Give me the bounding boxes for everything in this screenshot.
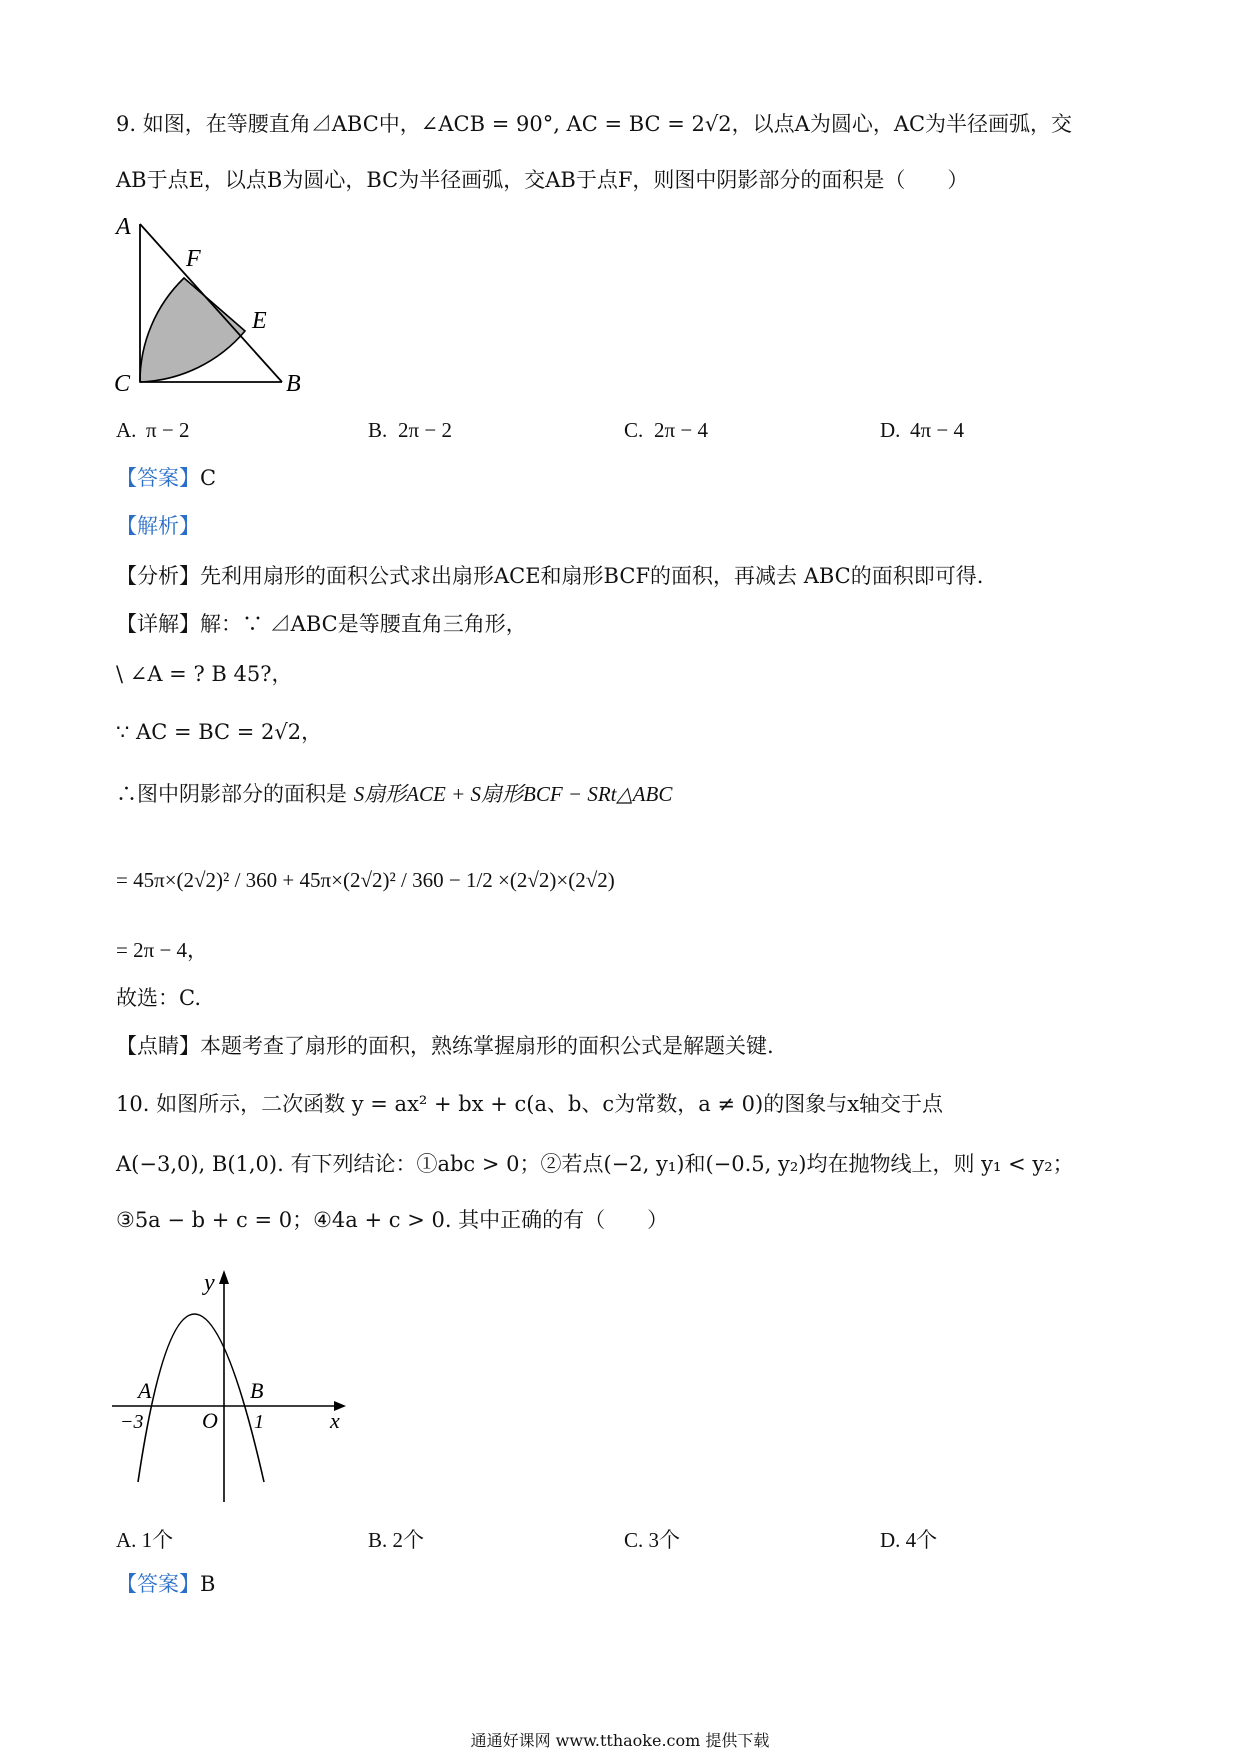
- shaded-region: [140, 278, 245, 382]
- q9-calc-line1: = 45π×(2√2)² / 360 + 45π×(2√2)² / 360 − 1/2 ×(2√2)×(2√2): [116, 868, 615, 892]
- x-label: x: [330, 1408, 340, 1433]
- parabola-curve: [138, 1314, 264, 1482]
- label-f: F: [186, 246, 201, 272]
- q9-analysis-tag: 【解析】: [116, 514, 200, 538]
- q10-option-d[interactable]: D. 4个: [880, 1528, 938, 1552]
- q10-option-c[interactable]: C. 3个: [624, 1528, 681, 1552]
- q9-option-a[interactable]: A. π − 2: [116, 418, 190, 442]
- label-e: E: [252, 308, 267, 334]
- q10-stem-line2: A(−3,0), B(1,0). 有下列结论：①abc > 0；②若点(−2, y₁)和(−0.5, y₂)均在抛物线上，则 y₁ < y₂；: [116, 1152, 1074, 1176]
- q9-fenxi: 【分析】先利用扇形的面积公式求出扇形ACE和扇形BCF的面积，再减去 ABC的面积即可得.: [116, 564, 984, 588]
- label-a: A: [116, 214, 131, 240]
- q9-stem-line2: AB于点E，以点B为圆心，BC为半径画弧，交AB于点F，则图中阴影部分的面积是（ ）: [116, 168, 969, 192]
- label-c: C: [114, 371, 131, 397]
- q10-answer: 【答案】B: [116, 1572, 216, 1596]
- y-axis-arrow: [219, 1270, 229, 1284]
- q9-dianjing: 【点睛】本题考查了扇形的面积，熟练掌握扇形的面积公式是解题关键.: [116, 1034, 774, 1058]
- q10-option-b[interactable]: B. 2个: [368, 1528, 425, 1552]
- origin-label: O: [202, 1408, 218, 1433]
- q9-stem-line1: 9. 如图，在等腰直角⊿ABC中，∠ACB = 90°, AC = BC = 2√2，以点A为圆心，AC为半径画弧，交: [116, 112, 1073, 136]
- tick-minus3: −3: [120, 1411, 144, 1433]
- q9-option-c[interactable]: C. 2π − 4: [624, 418, 708, 442]
- q10-parabola-figure: [108, 1262, 358, 1512]
- q9-detail3: ∵ AC = BC = 2√2，: [116, 720, 323, 744]
- y-label: y: [204, 1270, 215, 1296]
- q9-detail2: \ ∠A = ? B 45?，: [116, 662, 293, 686]
- q9-detail4: ∴图中阴影部分的面积是 S扇形ACE + S扇形BCF − SRt△ABC: [116, 782, 673, 806]
- q9-choose: 故选：C.: [116, 986, 201, 1010]
- q9-detail1: 【详解】解：∵ ⊿ABC是等腰直角三角形，: [116, 612, 527, 636]
- q9-calc-line2: = 2π − 4，: [116, 938, 209, 962]
- label-b: B: [286, 371, 301, 397]
- point-a-label: A: [138, 1378, 152, 1403]
- q9-option-b[interactable]: B. 2π − 2: [368, 418, 452, 442]
- q9-answer: 【答案】C: [116, 466, 217, 490]
- q10-option-a[interactable]: A. 1个: [116, 1528, 174, 1552]
- page-footer: 通通好课网 www.tthaoke.com 提供下载: [470, 1731, 770, 1750]
- tick-1: 1: [254, 1411, 264, 1433]
- q10-stem-line1: 10. 如图所示，二次函数 y = ax² + bx + c(a、b、c为常数，a ≠ 0)的图象与x轴交于点: [116, 1092, 944, 1116]
- point-b-label: B: [250, 1378, 264, 1403]
- q9-option-d[interactable]: D. 4π − 4: [880, 418, 964, 442]
- q9-triangle-figure: [100, 200, 320, 400]
- q10-stem-line3: ③5a − b + c = 0；④4a + c > 0. 其中正确的有（ ）: [116, 1208, 669, 1232]
